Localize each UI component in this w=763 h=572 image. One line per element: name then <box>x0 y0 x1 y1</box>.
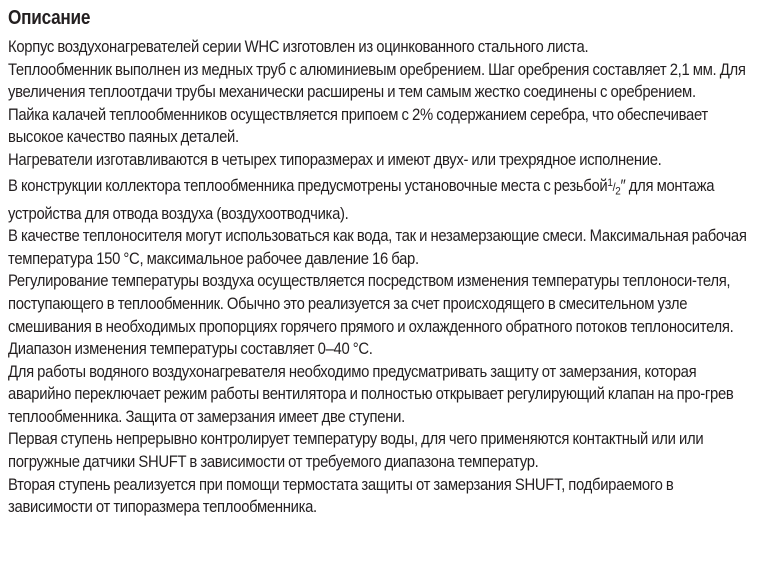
paragraph-temperature-range: Диапазон изменения температуры составляет 0–40 °С. <box>8 340 373 359</box>
thread-fraction: 1/2 <box>607 176 621 197</box>
paragraph-heat-carrier: В качестве теплоносителя могут использоваться как вода, так и незамерзающие смеси. Максимальная рабочая температура 150 °С, максимальное рабочее давление 16 бар. <box>8 227 747 268</box>
collector-text-before: В конструкции коллектора теплообменника предусмотрены установочные места с резьбой <box>8 176 608 195</box>
paragraph-heat-exchanger: Теплообменник выполнен из медных труб с алюминиевым оребрением. Шаг оребрения составляет 2,1 мм. Для увеличения теплоотдачи трубы механически расширены и тем самым жестко соединены с оребрением. <box>8 60 746 102</box>
paragraph-soldering: Пайка калачей теплообменников осуществляется припоем с 2% содержанием серебра, что обеспечивает высокое качество паяных деталей. <box>8 105 708 147</box>
paragraph-frost-protection: Для работы водяного воздухонагревателя необходимо предусматривать защиту от замерзания, которая аварийно переключает режим работы вентилятора и полностью открывает регулирующий клапан на про-грев теплообменника. Защита от замерзания имеет две ступени. <box>8 362 734 426</box>
paragraph-second-stage: Вторая ступень реализуется при помощи термостата защиты от замерзания SHUFT, подбираемого в зависимости от типоразмера теплообменника. <box>8 475 674 517</box>
section-title: Описание <box>8 7 91 29</box>
fraction-numerator: 1 <box>607 176 613 189</box>
paragraph-sizes: Нагреватели изготавливаются в четырех типоразмерах и имеют двух- или трехрядное исполнение. <box>8 150 662 169</box>
paragraph-regulation: Регулирование температуры воздуха осуществляется посредством изменения температуры теплоноси-теля, поступающего в теплообменник. Обычно это реализуется за счет происходящего в смесительном узле смешивания в необходимых пропорциях горячего прямого и охлажденного обратного потоков теплоносителя. <box>8 272 734 336</box>
fraction-denominator: 2 <box>615 184 621 197</box>
paragraph-housing: Корпус воздухонагревателей серии WHC изготовлен из оцинкованного стального листа. <box>8 38 589 56</box>
paragraph-collector <box>8 172 752 226</box>
paragraph-first-stage: Первая ступень непрерывно контролирует температуру воды, для чего применяются контактный или или погружные датчики SHUFT в зависимости от требуемого диапазона температур. <box>8 430 704 472</box>
collector-text-after: ″ для монтажа устройства для отвода воздуха (воздухоотводчика). <box>8 176 715 223</box>
